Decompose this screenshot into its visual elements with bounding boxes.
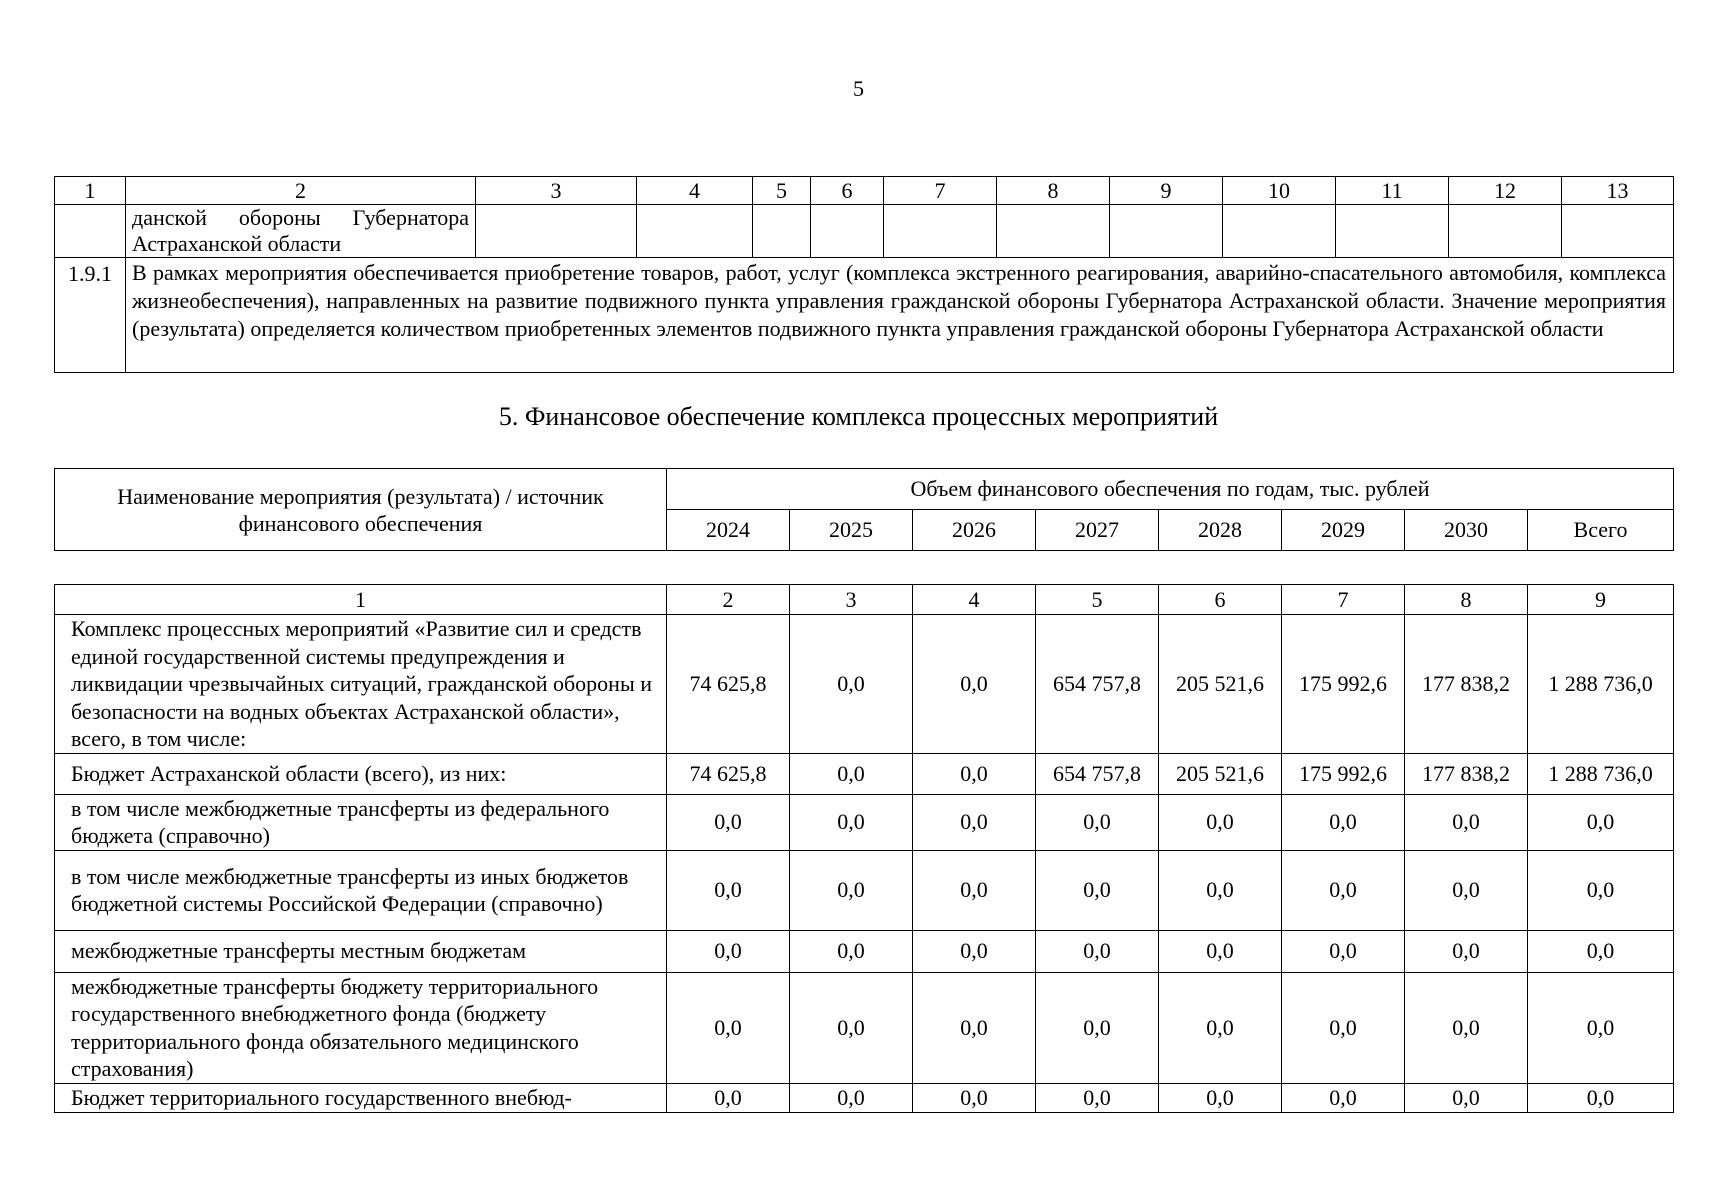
continued-row xyxy=(55,205,1674,258)
value-cell: 0,0 xyxy=(1159,972,1282,1083)
column-number: 6 xyxy=(811,177,884,205)
table-row xyxy=(55,794,1674,850)
row-label: Комплекс процессных мероприятий «Развитие сил и средств единой государственной системы предупреждения и ликвидации чрезвычайных ситуаций, гражданской обороны и безопасности на водных объектах Астраханской области», всего, в том числе: xyxy=(55,615,667,754)
value-cell: 0,0 xyxy=(790,850,913,930)
value-cell: 177 838,2 xyxy=(1405,615,1528,754)
table-row xyxy=(55,930,1674,972)
column-number: 10 xyxy=(1223,177,1336,205)
year-header: 2026 xyxy=(913,510,1036,551)
table-cell xyxy=(1562,205,1674,258)
value-cell: 0,0 xyxy=(667,794,790,850)
year-header: 2028 xyxy=(1159,510,1282,551)
year-header: 2025 xyxy=(790,510,913,551)
value-cell: 0,0 xyxy=(1159,1083,1282,1112)
column-number: 4 xyxy=(637,177,753,205)
column-number: 9 xyxy=(1528,585,1674,615)
value-cell: 0,0 xyxy=(790,615,913,754)
total-value-cell: 1 288 736,0 xyxy=(1528,753,1674,794)
total-value-cell: 0,0 xyxy=(1528,1083,1674,1112)
continuation-table xyxy=(54,176,1674,373)
value-cell: 0,0 xyxy=(1282,930,1405,972)
column-number: 6 xyxy=(1159,585,1282,615)
value-cell: 0,0 xyxy=(790,753,913,794)
column-number: 13 xyxy=(1562,177,1674,205)
column-number: 1 xyxy=(55,585,667,615)
value-cell: 0,0 xyxy=(1036,972,1159,1083)
year-header: 2029 xyxy=(1282,510,1405,551)
column-number-row xyxy=(55,177,1674,205)
value-cell: 177 838,2 xyxy=(1405,753,1528,794)
column-number: 11 xyxy=(1336,177,1449,205)
section-title: 5. Финансовое обеспечение комплекса процессных мероприятий xyxy=(498,402,1219,431)
value-cell: 74 625,8 xyxy=(667,753,790,794)
column-number: 3 xyxy=(790,585,913,615)
value-cell: 0,0 xyxy=(667,930,790,972)
row-label: в том числе межбюджетные трансферты из федерального бюджета (справочно) xyxy=(55,794,667,850)
total-value-cell: 0,0 xyxy=(1528,972,1674,1083)
continued-name-cell xyxy=(126,205,476,258)
table-cell xyxy=(1449,205,1562,258)
total-value-cell: 1 288 736,0 xyxy=(1528,615,1674,754)
value-cell: 0,0 xyxy=(1405,1083,1528,1112)
value-cell: 0,0 xyxy=(1405,972,1528,1083)
table-cell xyxy=(1336,205,1449,258)
value-cell: 0,0 xyxy=(667,1083,790,1112)
row-label: Бюджет территориального государственного внебюд- xyxy=(55,1083,667,1112)
table-row xyxy=(55,1083,1674,1112)
total-value-cell: 0,0 xyxy=(1528,930,1674,972)
finance-table xyxy=(54,584,1674,1113)
value-cell: 205 521,6 xyxy=(1159,615,1282,754)
column-number-row xyxy=(55,585,1674,615)
finance-header-table xyxy=(54,468,1674,551)
value-cell: 0,0 xyxy=(913,850,1036,930)
table-cell xyxy=(476,205,637,258)
row-label: межбюджетные трансферты бюджету территориального государственного внебюджетного фонда (бюджету территориального фонда обязательного медицинского страхования) xyxy=(55,972,667,1083)
year-header: 2030 xyxy=(1405,510,1528,551)
table-cell xyxy=(1110,205,1223,258)
note-number: 1.9.1 xyxy=(55,258,126,373)
value-cell: 654 757,8 xyxy=(1036,753,1159,794)
table-cell xyxy=(637,205,753,258)
value-cell: 0,0 xyxy=(667,850,790,930)
value-cell: 0,0 xyxy=(1405,850,1528,930)
total-value-cell: 0,0 xyxy=(1528,794,1674,850)
value-cell: 0,0 xyxy=(1036,794,1159,850)
table-row xyxy=(55,615,1674,754)
value-cell: 654 757,8 xyxy=(1036,615,1159,754)
table-cell xyxy=(884,205,997,258)
continued-name-line: Астраханской области xyxy=(132,231,342,256)
value-cell: 0,0 xyxy=(1282,850,1405,930)
table-cell xyxy=(811,205,884,258)
value-cell: 0,0 xyxy=(1159,794,1282,850)
name-column-header: Наименование мероприятия (результата) / источник финансового обеспечения xyxy=(55,469,667,551)
value-cell: 175 992,6 xyxy=(1282,753,1405,794)
column-number: 5 xyxy=(753,177,811,205)
value-cell: 0,0 xyxy=(790,930,913,972)
table-cell xyxy=(55,205,126,258)
table-cell xyxy=(753,205,811,258)
row-label: в том числе межбюджетные трансферты из иных бюджетов бюджетной системы Российской Федерации (справочно) xyxy=(55,850,667,930)
value-cell: 0,0 xyxy=(913,1083,1036,1112)
value-cell: 0,0 xyxy=(1036,930,1159,972)
note-row xyxy=(55,258,1674,373)
column-number: 7 xyxy=(1282,585,1405,615)
value-cell: 0,0 xyxy=(913,930,1036,972)
year-header: 2024 xyxy=(667,510,790,551)
row-label: Бюджет Астраханской области (всего), из них: xyxy=(55,753,667,794)
column-number: 7 xyxy=(884,177,997,205)
column-number: 5 xyxy=(1036,585,1159,615)
finance-header-row xyxy=(55,469,1674,510)
value-cell: 0,0 xyxy=(1282,794,1405,850)
value-cell: 74 625,8 xyxy=(667,615,790,754)
value-cell: 0,0 xyxy=(1282,1083,1405,1112)
table-cell xyxy=(1223,205,1336,258)
table-row xyxy=(55,753,1674,794)
value-cell: 0,0 xyxy=(790,972,913,1083)
year-header: 2027 xyxy=(1036,510,1159,551)
value-cell: 0,0 xyxy=(790,1083,913,1112)
value-cell: 0,0 xyxy=(1282,972,1405,1083)
total-header: Всего xyxy=(1528,510,1674,551)
column-number: 8 xyxy=(1405,585,1528,615)
value-cell: 0,0 xyxy=(1159,930,1282,972)
value-cell: 205 521,6 xyxy=(1159,753,1282,794)
value-cell: 175 992,6 xyxy=(1282,615,1405,754)
column-number: 2 xyxy=(667,585,790,615)
value-cell: 0,0 xyxy=(1159,850,1282,930)
value-cell: 0,0 xyxy=(913,753,1036,794)
value-cell: 0,0 xyxy=(913,615,1036,754)
value-cell: 0,0 xyxy=(1405,930,1528,972)
note-text: В рамках мероприятия обеспечивается приобретение товаров, работ, услуг (комплекса экстренного реагирования, аварийно-спасательного автомобиля, комплекса жизнеобеспечения), направленных на развитие подвижного пункта управления гражданской обороны Губернатора Астраханской области. Значение мероприятия (результата) определяется количеством приобретенных элементов подвижного пункта управления гражданской обороны Губернатора Астраханской области xyxy=(126,258,1674,373)
value-cell: 0,0 xyxy=(790,794,913,850)
column-number: 8 xyxy=(997,177,1110,205)
column-number: 9 xyxy=(1110,177,1223,205)
finance-rows xyxy=(55,615,1674,1113)
column-number: 4 xyxy=(913,585,1036,615)
table-row xyxy=(55,850,1674,930)
table-row xyxy=(55,972,1674,1083)
value-cell: 0,0 xyxy=(1405,794,1528,850)
table-cell xyxy=(997,205,1110,258)
page-number: 5 xyxy=(853,76,864,101)
column-number: 2 xyxy=(126,177,476,205)
column-number: 1 xyxy=(55,177,126,205)
continued-name-line: данской обороны Губернатора xyxy=(132,205,469,230)
column-number: 12 xyxy=(1449,177,1562,205)
total-value-cell: 0,0 xyxy=(1528,850,1674,930)
row-label: межбюджетные трансферты местным бюджетам xyxy=(55,930,667,972)
column-number: 3 xyxy=(476,177,637,205)
value-cell: 0,0 xyxy=(667,972,790,1083)
value-cell: 0,0 xyxy=(1036,850,1159,930)
value-cell: 0,0 xyxy=(1036,1083,1159,1112)
value-cell: 0,0 xyxy=(913,794,1036,850)
value-cell: 0,0 xyxy=(913,972,1036,1083)
volume-group-header: Объем финансового обеспечения по годам, тыс. рублей xyxy=(667,469,1674,510)
